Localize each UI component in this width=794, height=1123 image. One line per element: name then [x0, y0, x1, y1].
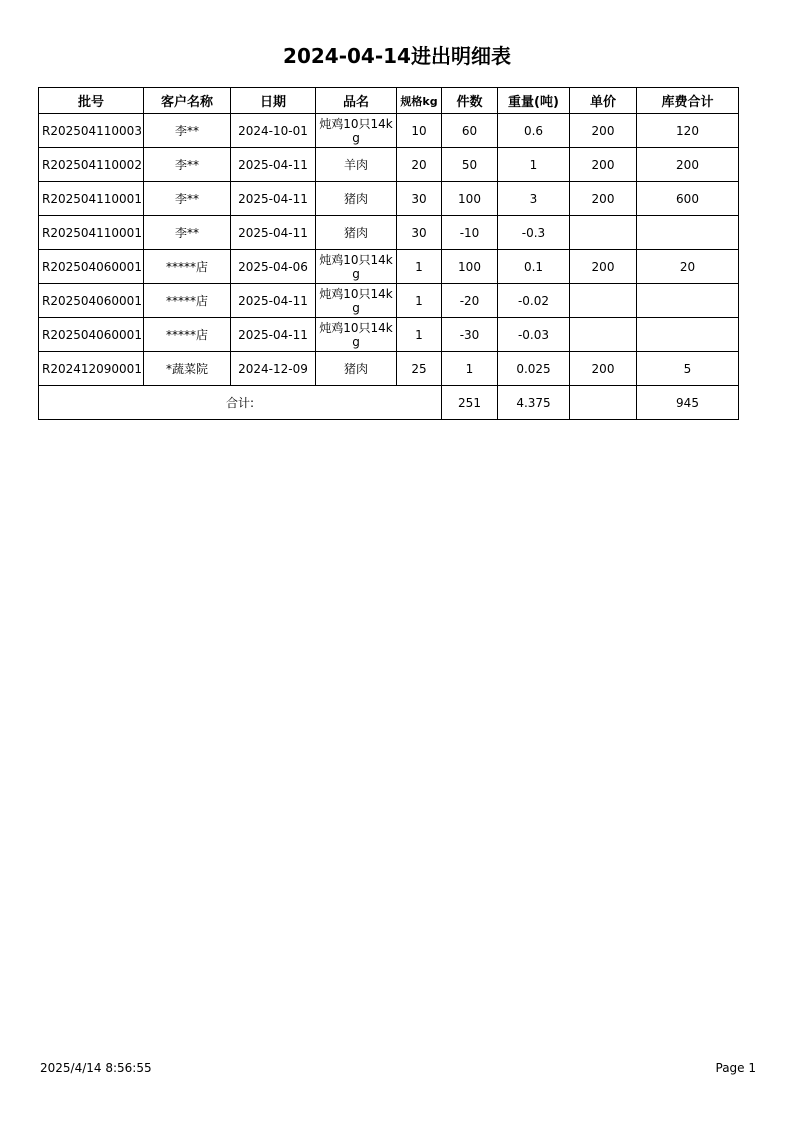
cell-weight: -0.02 [498, 284, 570, 318]
table-row [39, 216, 739, 250]
cell-customer: 李** [144, 114, 231, 148]
cell-date: 2025-04-11 [231, 148, 316, 182]
cell-spec: 30 [397, 182, 442, 216]
table-row [39, 284, 739, 318]
col-header-product: 品名 [316, 88, 397, 114]
cell-customer: 李** [144, 216, 231, 250]
cell-date: 2025-04-11 [231, 318, 316, 352]
cell-date: 2025-04-06 [231, 250, 316, 284]
cell-pieces: 1 [442, 352, 498, 386]
cell-fee-total [637, 284, 739, 318]
cell-customer: 李** [144, 148, 231, 182]
total-fee: 945 [637, 386, 739, 420]
cell-batch: R202504110003 [39, 114, 144, 148]
col-header-unit-price: 单价 [570, 88, 637, 114]
cell-batch: R202504110002 [39, 148, 144, 182]
cell-pieces: 100 [442, 182, 498, 216]
col-header-customer: 客户名称 [144, 88, 231, 114]
cell-pieces: 60 [442, 114, 498, 148]
cell-fee-total [637, 318, 739, 352]
cell-batch: R202504060001 [39, 318, 144, 352]
cell-pieces: -30 [442, 318, 498, 352]
table-row [39, 250, 739, 284]
cell-pieces: -10 [442, 216, 498, 250]
cell-pieces: 100 [442, 250, 498, 284]
cell-fee-total: 200 [637, 148, 739, 182]
report-title: 2024-04-14进出明细表 [283, 44, 511, 68]
cell-product: 猪肉 [316, 182, 397, 216]
table-row [39, 318, 739, 352]
total-unit-price [570, 386, 637, 420]
cell-batch: R202504110001 [39, 182, 144, 216]
cell-batch: R202504110001 [39, 216, 144, 250]
cell-date: 2024-12-09 [231, 352, 316, 386]
cell-customer: *蔬菜院 [144, 352, 231, 386]
cell-fee-total: 5 [637, 352, 739, 386]
total-pieces: 251 [442, 386, 498, 420]
cell-date: 2024-10-01 [231, 114, 316, 148]
page-number: Page 1 [715, 1061, 756, 1075]
col-header-date: 日期 [231, 88, 316, 114]
cell-spec: 1 [397, 318, 442, 352]
print-timestamp: 2025/4/14 8:56:55 [40, 1061, 152, 1075]
cell-weight: 0.6 [498, 114, 570, 148]
cell-customer: *****店 [144, 318, 231, 352]
table-row [39, 352, 739, 386]
cell-product: 羊肉 [316, 148, 397, 182]
cell-unit-price: 200 [570, 148, 637, 182]
cell-fee-total: 20 [637, 250, 739, 284]
cell-weight: 3 [498, 182, 570, 216]
cell-spec: 25 [397, 352, 442, 386]
total-row [39, 386, 739, 420]
cell-unit-price: 200 [570, 352, 637, 386]
cell-spec: 20 [397, 148, 442, 182]
cell-weight: -0.03 [498, 318, 570, 352]
cell-spec: 30 [397, 216, 442, 250]
cell-weight: 0.025 [498, 352, 570, 386]
cell-unit-price [570, 284, 637, 318]
cell-product: 炖鸡10只14kg [316, 250, 397, 284]
cell-pieces: 50 [442, 148, 498, 182]
table-row [39, 148, 739, 182]
cell-product: 炖鸡10只14kg [316, 114, 397, 148]
cell-date: 2025-04-11 [231, 182, 316, 216]
cell-product: 猪肉 [316, 352, 397, 386]
cell-weight: -0.3 [498, 216, 570, 250]
cell-weight: 1 [498, 148, 570, 182]
cell-unit-price [570, 216, 637, 250]
table-row [39, 182, 739, 216]
cell-fee-total [637, 216, 739, 250]
col-header-weight: 重量(吨) [498, 88, 570, 114]
col-header-fee-total: 库费合计 [637, 88, 739, 114]
cell-date: 2025-04-11 [231, 216, 316, 250]
cell-product: 炖鸡10只14kg [316, 284, 397, 318]
total-label: 合计: [39, 386, 442, 420]
cell-unit-price: 200 [570, 114, 637, 148]
col-header-spec: 规格kg [397, 88, 442, 114]
table-row [39, 114, 739, 148]
cell-spec: 1 [397, 284, 442, 318]
cell-batch: R202504060001 [39, 250, 144, 284]
cell-product: 猪肉 [316, 216, 397, 250]
cell-customer: 李** [144, 182, 231, 216]
cell-batch: R202412090001 [39, 352, 144, 386]
cell-batch: R202504060001 [39, 284, 144, 318]
cell-weight: 0.1 [498, 250, 570, 284]
table-header-row [39, 88, 739, 114]
cell-customer: *****店 [144, 250, 231, 284]
cell-fee-total: 120 [637, 114, 739, 148]
cell-product: 炖鸡10只14kg [316, 318, 397, 352]
cell-pieces: -20 [442, 284, 498, 318]
cell-unit-price [570, 318, 637, 352]
cell-unit-price: 200 [570, 182, 637, 216]
total-weight: 4.375 [498, 386, 570, 420]
cell-spec: 1 [397, 250, 442, 284]
cell-unit-price: 200 [570, 250, 637, 284]
cell-spec: 10 [397, 114, 442, 148]
col-header-pieces: 件数 [442, 88, 498, 114]
cell-customer: *****店 [144, 284, 231, 318]
detail-table [38, 87, 739, 420]
cell-fee-total: 600 [637, 182, 739, 216]
cell-date: 2025-04-11 [231, 284, 316, 318]
col-header-batch: 批号 [39, 88, 144, 114]
